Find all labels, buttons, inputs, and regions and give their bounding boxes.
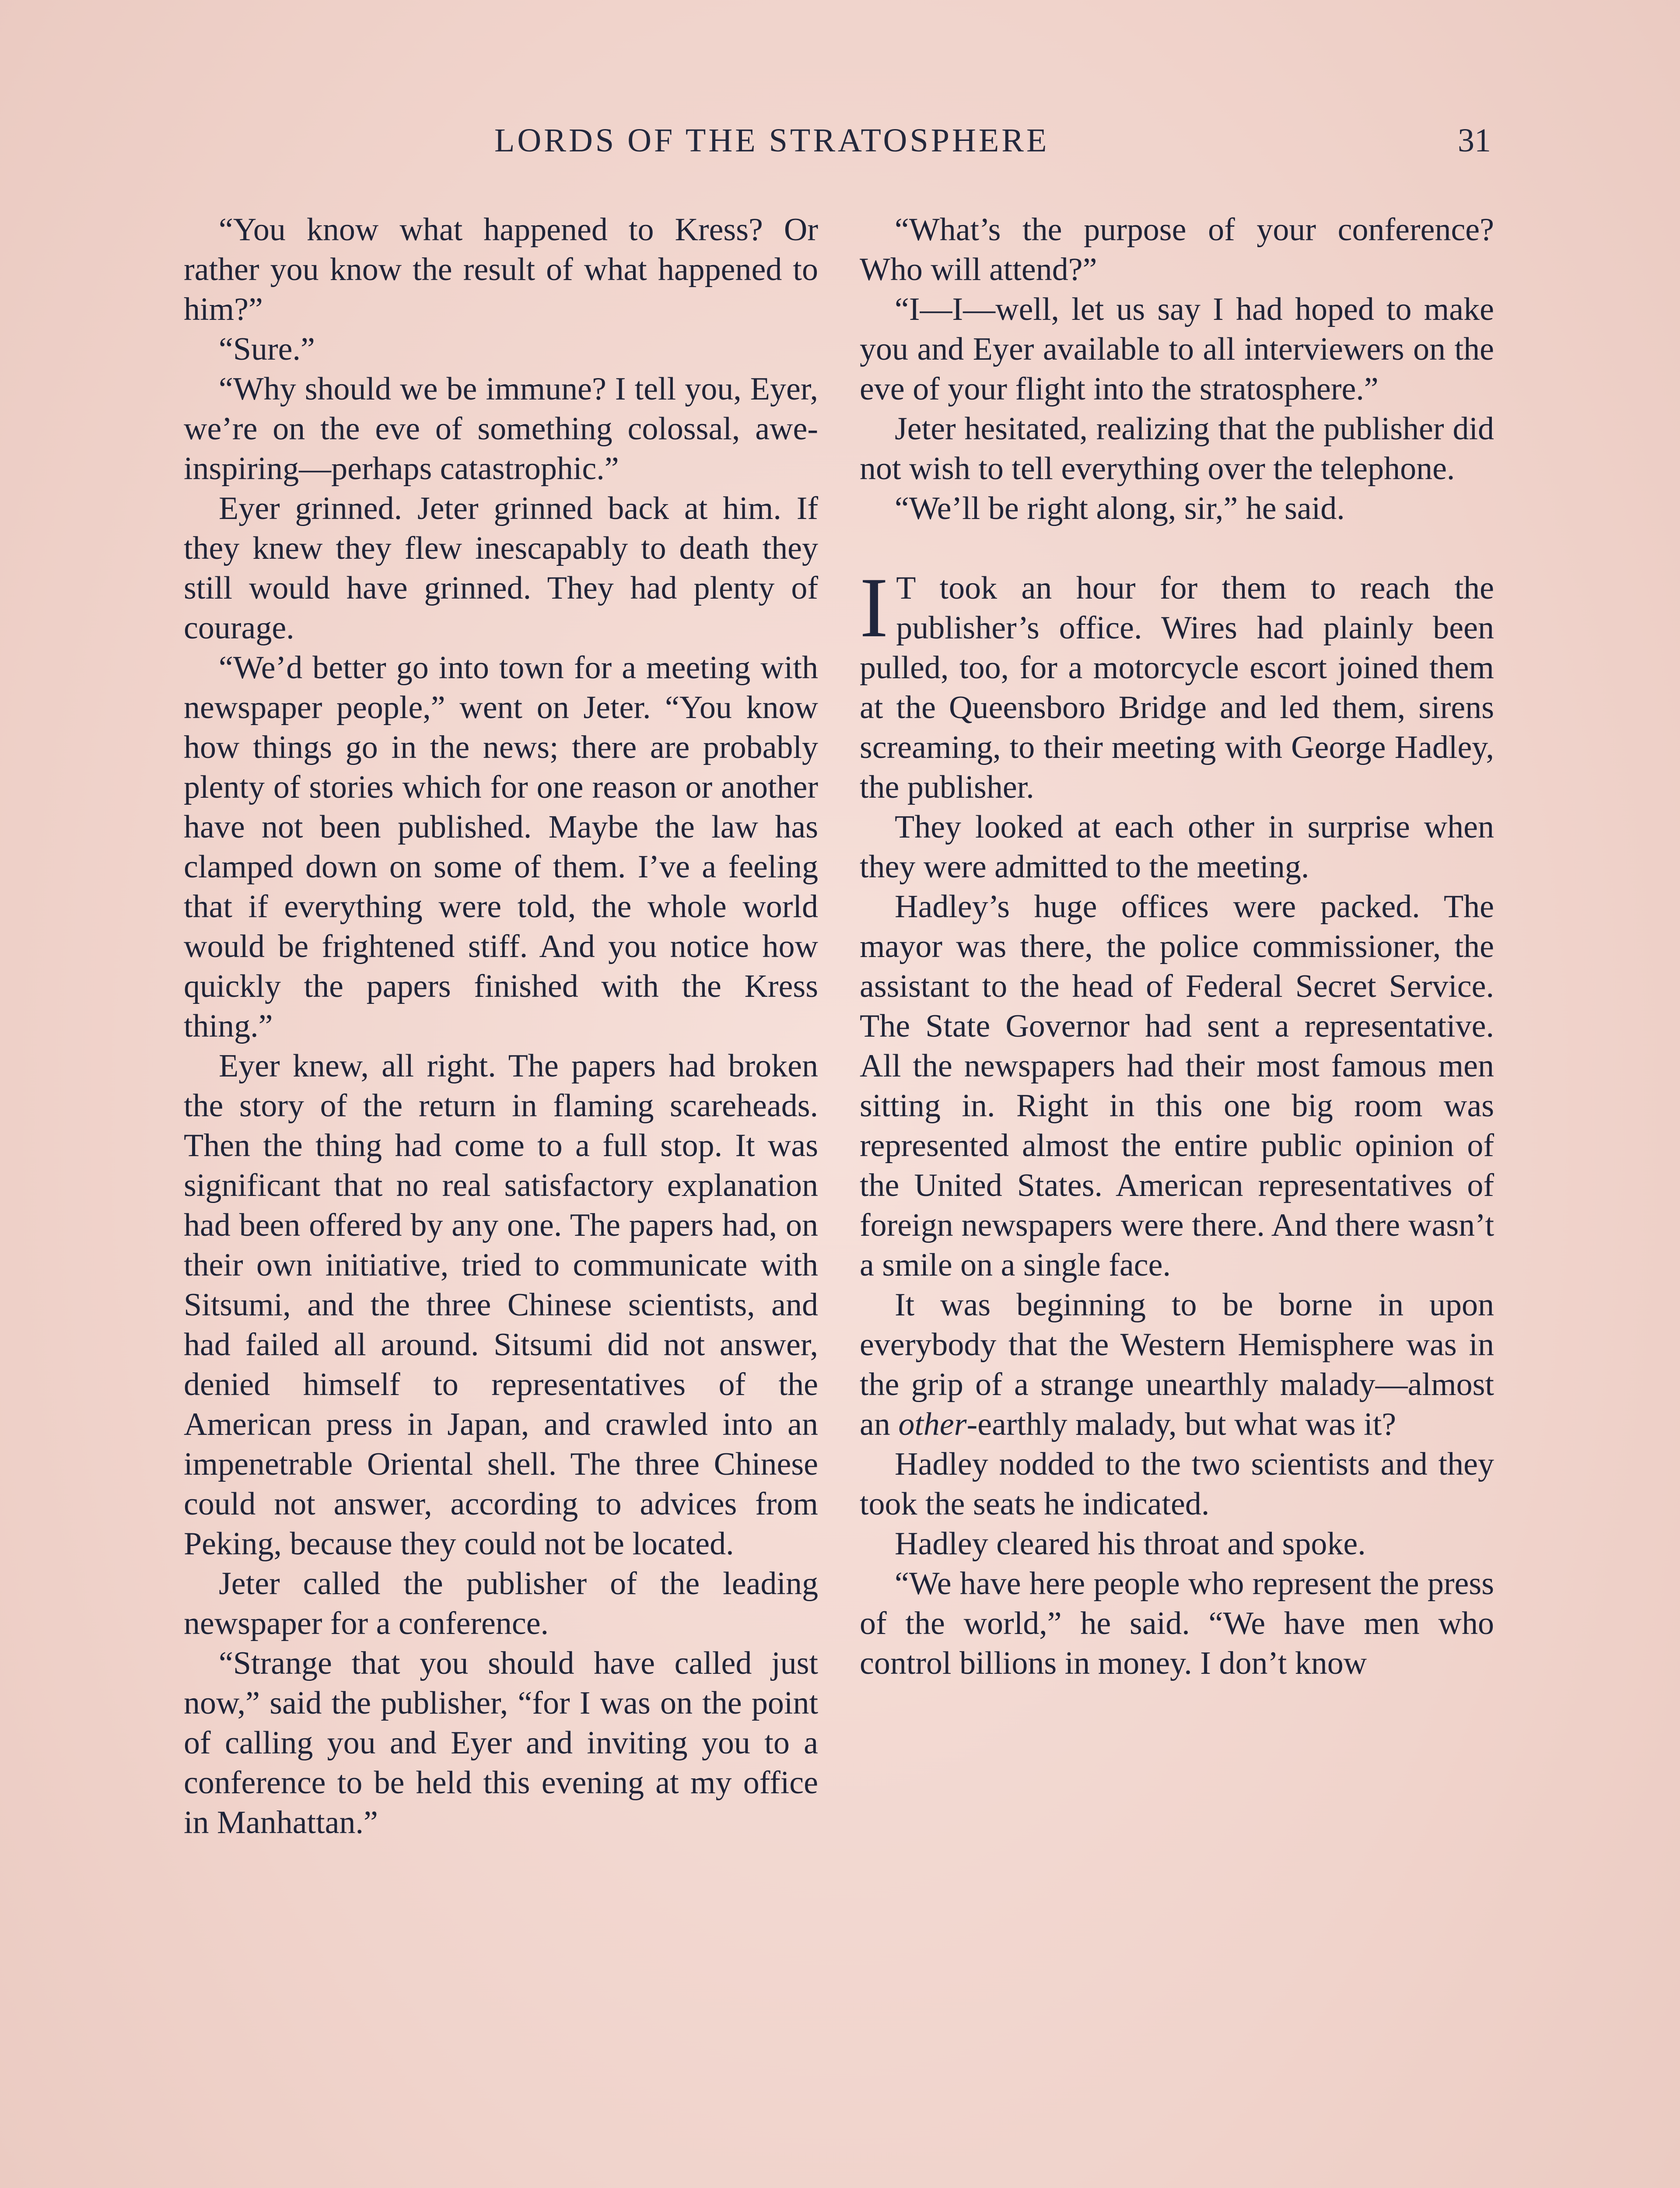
malady-paragraph xyxy=(860,1285,1494,1445)
paragraph: They looked at each other in surprise when they were admitted to the meeting. xyxy=(860,809,1494,885)
paragraph: “Sure.” xyxy=(219,331,315,367)
malady-text-after: -earthly malady, but what was it? xyxy=(966,1406,1396,1442)
malady-emphasis: other xyxy=(898,1406,967,1442)
paragraph: Eyer knew, all right. The papers had broken the story of the return in flaming scareheads. Then the thing had come to a full stop. It was significant that no real satisfactory explanation had been offered by any one. The papers had, on their own initiative, tried to communicate with Sitsumi, and the three Chinese scientists, and had failed all around. Sitsumi did not answer, denied himself to representatives of the American press in Japan, and crawled into an impenetrable Oriental shell. The three Chinese could not answer, according to advices from Peking, because they could not be located. xyxy=(184,1048,818,1562)
malady-text-before: It was beginning to be borne in upon everybody that the Western Hemisphere was in the grip of a strange unearthly malady—almost an xyxy=(860,1287,1494,1442)
paragraph: “What’s the purpose of your conference? Who will attend?” xyxy=(860,212,1494,288)
paragraph: “We have here people who represent the press of the world,” he said. “We have men who control billions in money. I don’t know xyxy=(860,1566,1494,1681)
paragraph: Hadley cleared his throat and spoke. xyxy=(895,1526,1366,1562)
paragraph: “We’ll be right along, sir,” he said. xyxy=(895,491,1345,526)
paragraph: Hadley’s huge offices were packed. The mayor was there, the police commissioner, the assistant to the head of Federal Secret Service. The State Governor had sent a representative. All the newspapers had their most famous men sitting in. Right in this one big room was represented almost the entire public opinion of the United States. American representatives of foreign newspapers were there. And there wasn’t a smile on a single face. xyxy=(860,889,1494,1283)
paragraph: Jeter called the publisher of the leading newspaper for a conference. xyxy=(184,1566,818,1641)
paragraph: “Strange that you should have called just now,” said the publisher, “for I was on the point of calling you and Eyer and inviting you to a conference to be held this evening at my office in Manhattan.” xyxy=(184,1645,818,1841)
paragraph: Hadley nodded to the two scientists and they took the seats he indicated. xyxy=(860,1446,1494,1522)
paragraph: Eyer grinned. Jeter grinned back at him. If they knew they flew inescapably to death they still would have grinned. They had plenty of courage. xyxy=(184,491,818,646)
right-column xyxy=(860,210,1494,1683)
paragraph: “Why should we be immune? I tell you, Eyer, we’re on the eve of something colossal, awe-inspiring—perhaps catastrophic.” xyxy=(184,371,818,487)
paragraph: “I—I—well, let us say I had hoped to make you and Eyer available to all interviewers on the eve of your flight into the stratosphere.” xyxy=(860,291,1494,407)
page-number: 31 xyxy=(1458,122,1491,159)
paragraph: “We’d better go into town for a meeting with newspaper people,” went on Jeter. “You know how things go in the news; there are probably plenty of stories which for one reason or another have not been published. Maybe the law has clamped down on some of them. I’ve a feeling that if everything were told, the whole world would be frightened stiff. And you notice how quickly the papers finished with the Kress thing.” xyxy=(184,650,818,1044)
drop-cap: I xyxy=(860,560,889,655)
running-title: LORDS OF THE STRATOSPHERE xyxy=(494,122,1050,159)
section-opening-paragraph xyxy=(860,560,1494,807)
section-opening-text: T took an hour for them to reach the publisher’s office. Wires had plainly been pulled, too, for a motorcycle escort joined them at the Queensboro Bridge and led them, sirens screaming, to their meeting with George Hadley, the publisher. xyxy=(860,570,1494,805)
left-column xyxy=(184,210,818,1843)
paragraph: “You know what happened to Kress? Or rather you know the result of what happened to him?” xyxy=(184,212,818,327)
paragraph: Jeter hesitated, realizing that the publisher did not wish to tell everything over the telephone. xyxy=(860,411,1494,487)
